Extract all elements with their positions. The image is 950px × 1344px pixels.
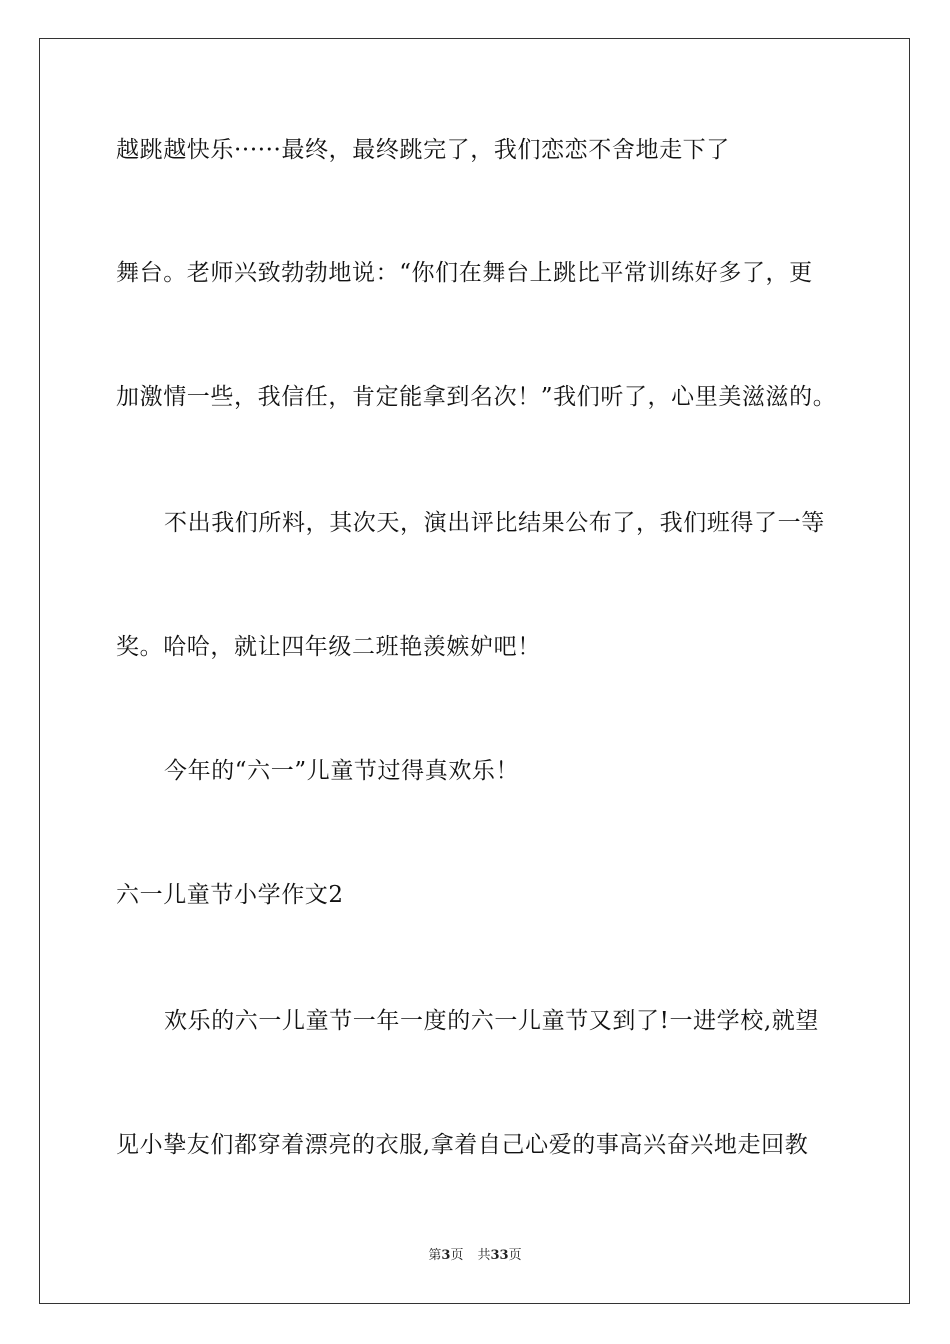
text-line-6: 今年的“六一”儿童节过得真欢乐！ [164, 758, 520, 784]
page-suffix: 页 [450, 1248, 464, 1263]
page-number: 3 [441, 1248, 451, 1263]
text-line-3: 加激情一些，我信任，肯定能拿到名次！”我们听了，心里美滋滋的。 [116, 384, 837, 410]
text-line-1: 越跳越快乐······最终，最终跳完了，我们恋恋不舍地走下了 [116, 137, 730, 163]
section-heading: 六一儿童节小学作文2 [116, 882, 344, 908]
text-line-9: 见小挚友们都穿着漂亮的衣服,拿着自己心爱的事高兴奋兴地走回教 [116, 1132, 809, 1158]
total-pages: 33 [490, 1248, 509, 1263]
total-suffix: 页 [508, 1248, 522, 1263]
page-prefix: 第 [428, 1248, 442, 1263]
text-line-4: 不出我们所料，其次天，演出评比结果公布了，我们班得了一等 [164, 510, 825, 536]
page-footer [0, 1247, 950, 1265]
page-border [39, 38, 910, 1304]
total-prefix: 共 [477, 1248, 491, 1263]
text-line-8: 欢乐的六一儿童节一年一度的六一儿童节又到了!一进学校,就望 [164, 1008, 819, 1034]
text-line-5: 奖。哈哈，就让四年级二班艳羡嫉妒吧！ [116, 634, 541, 660]
text-line-2: 舞台。老师兴致勃勃地说：“你们在舞台上跳比平常训练好多了，更 [116, 260, 813, 286]
